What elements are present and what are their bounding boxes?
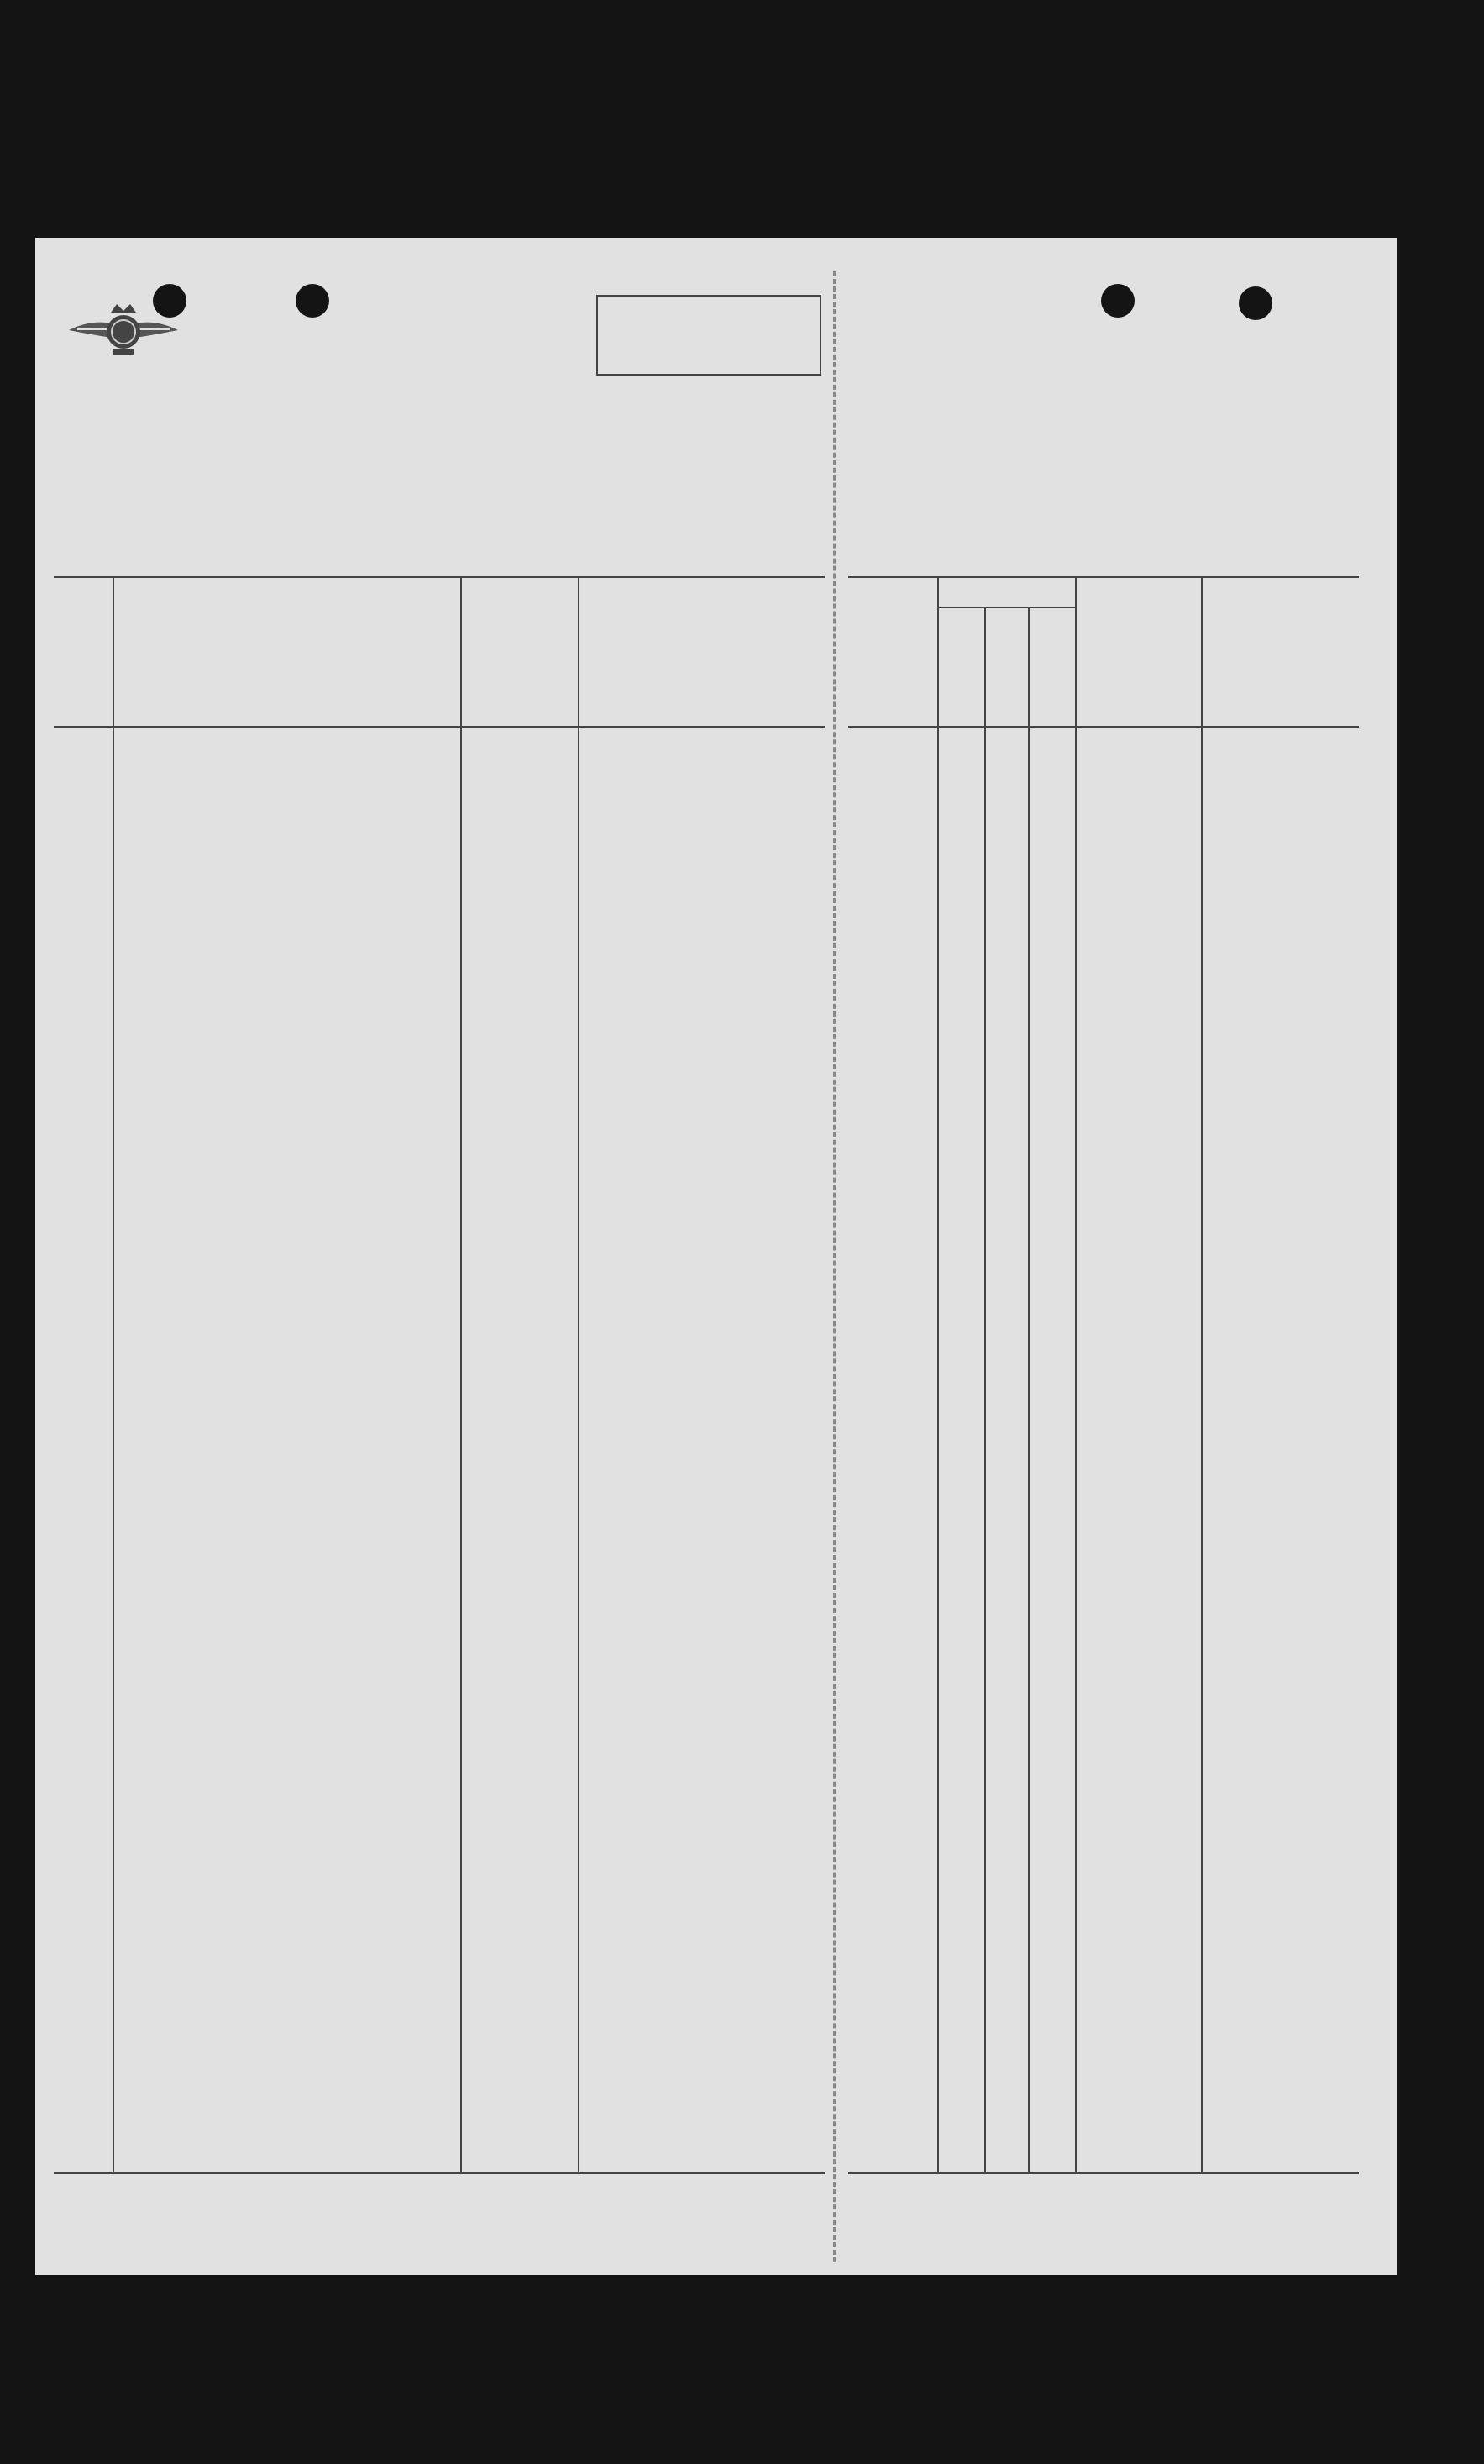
- punch-hole: [1101, 284, 1135, 318]
- col-divider: [984, 607, 986, 2172]
- klm-logo-icon: [65, 292, 182, 368]
- manifest-sheet: [35, 238, 1397, 2275]
- col-divider: [113, 576, 114, 2172]
- col-divider: [937, 576, 939, 2172]
- col-divider: [460, 576, 462, 2172]
- punch-hole: [296, 284, 329, 318]
- header-rule: [54, 726, 825, 728]
- col-divider: [1028, 607, 1030, 2172]
- col-divider: [1075, 576, 1077, 2172]
- baggage-rule: [937, 607, 1075, 608]
- table-bottom-rule: [848, 2172, 1359, 2174]
- table-top-rule: [54, 576, 825, 578]
- table-top-rule: [848, 576, 1359, 578]
- punch-hole: [1239, 286, 1272, 320]
- col-divider: [578, 576, 579, 2172]
- header-rule: [848, 726, 1359, 728]
- table-bottom-rule: [54, 2172, 825, 2174]
- annex-box: [596, 295, 821, 376]
- col-divider: [1201, 576, 1203, 2172]
- perforation-line: [833, 271, 836, 2262]
